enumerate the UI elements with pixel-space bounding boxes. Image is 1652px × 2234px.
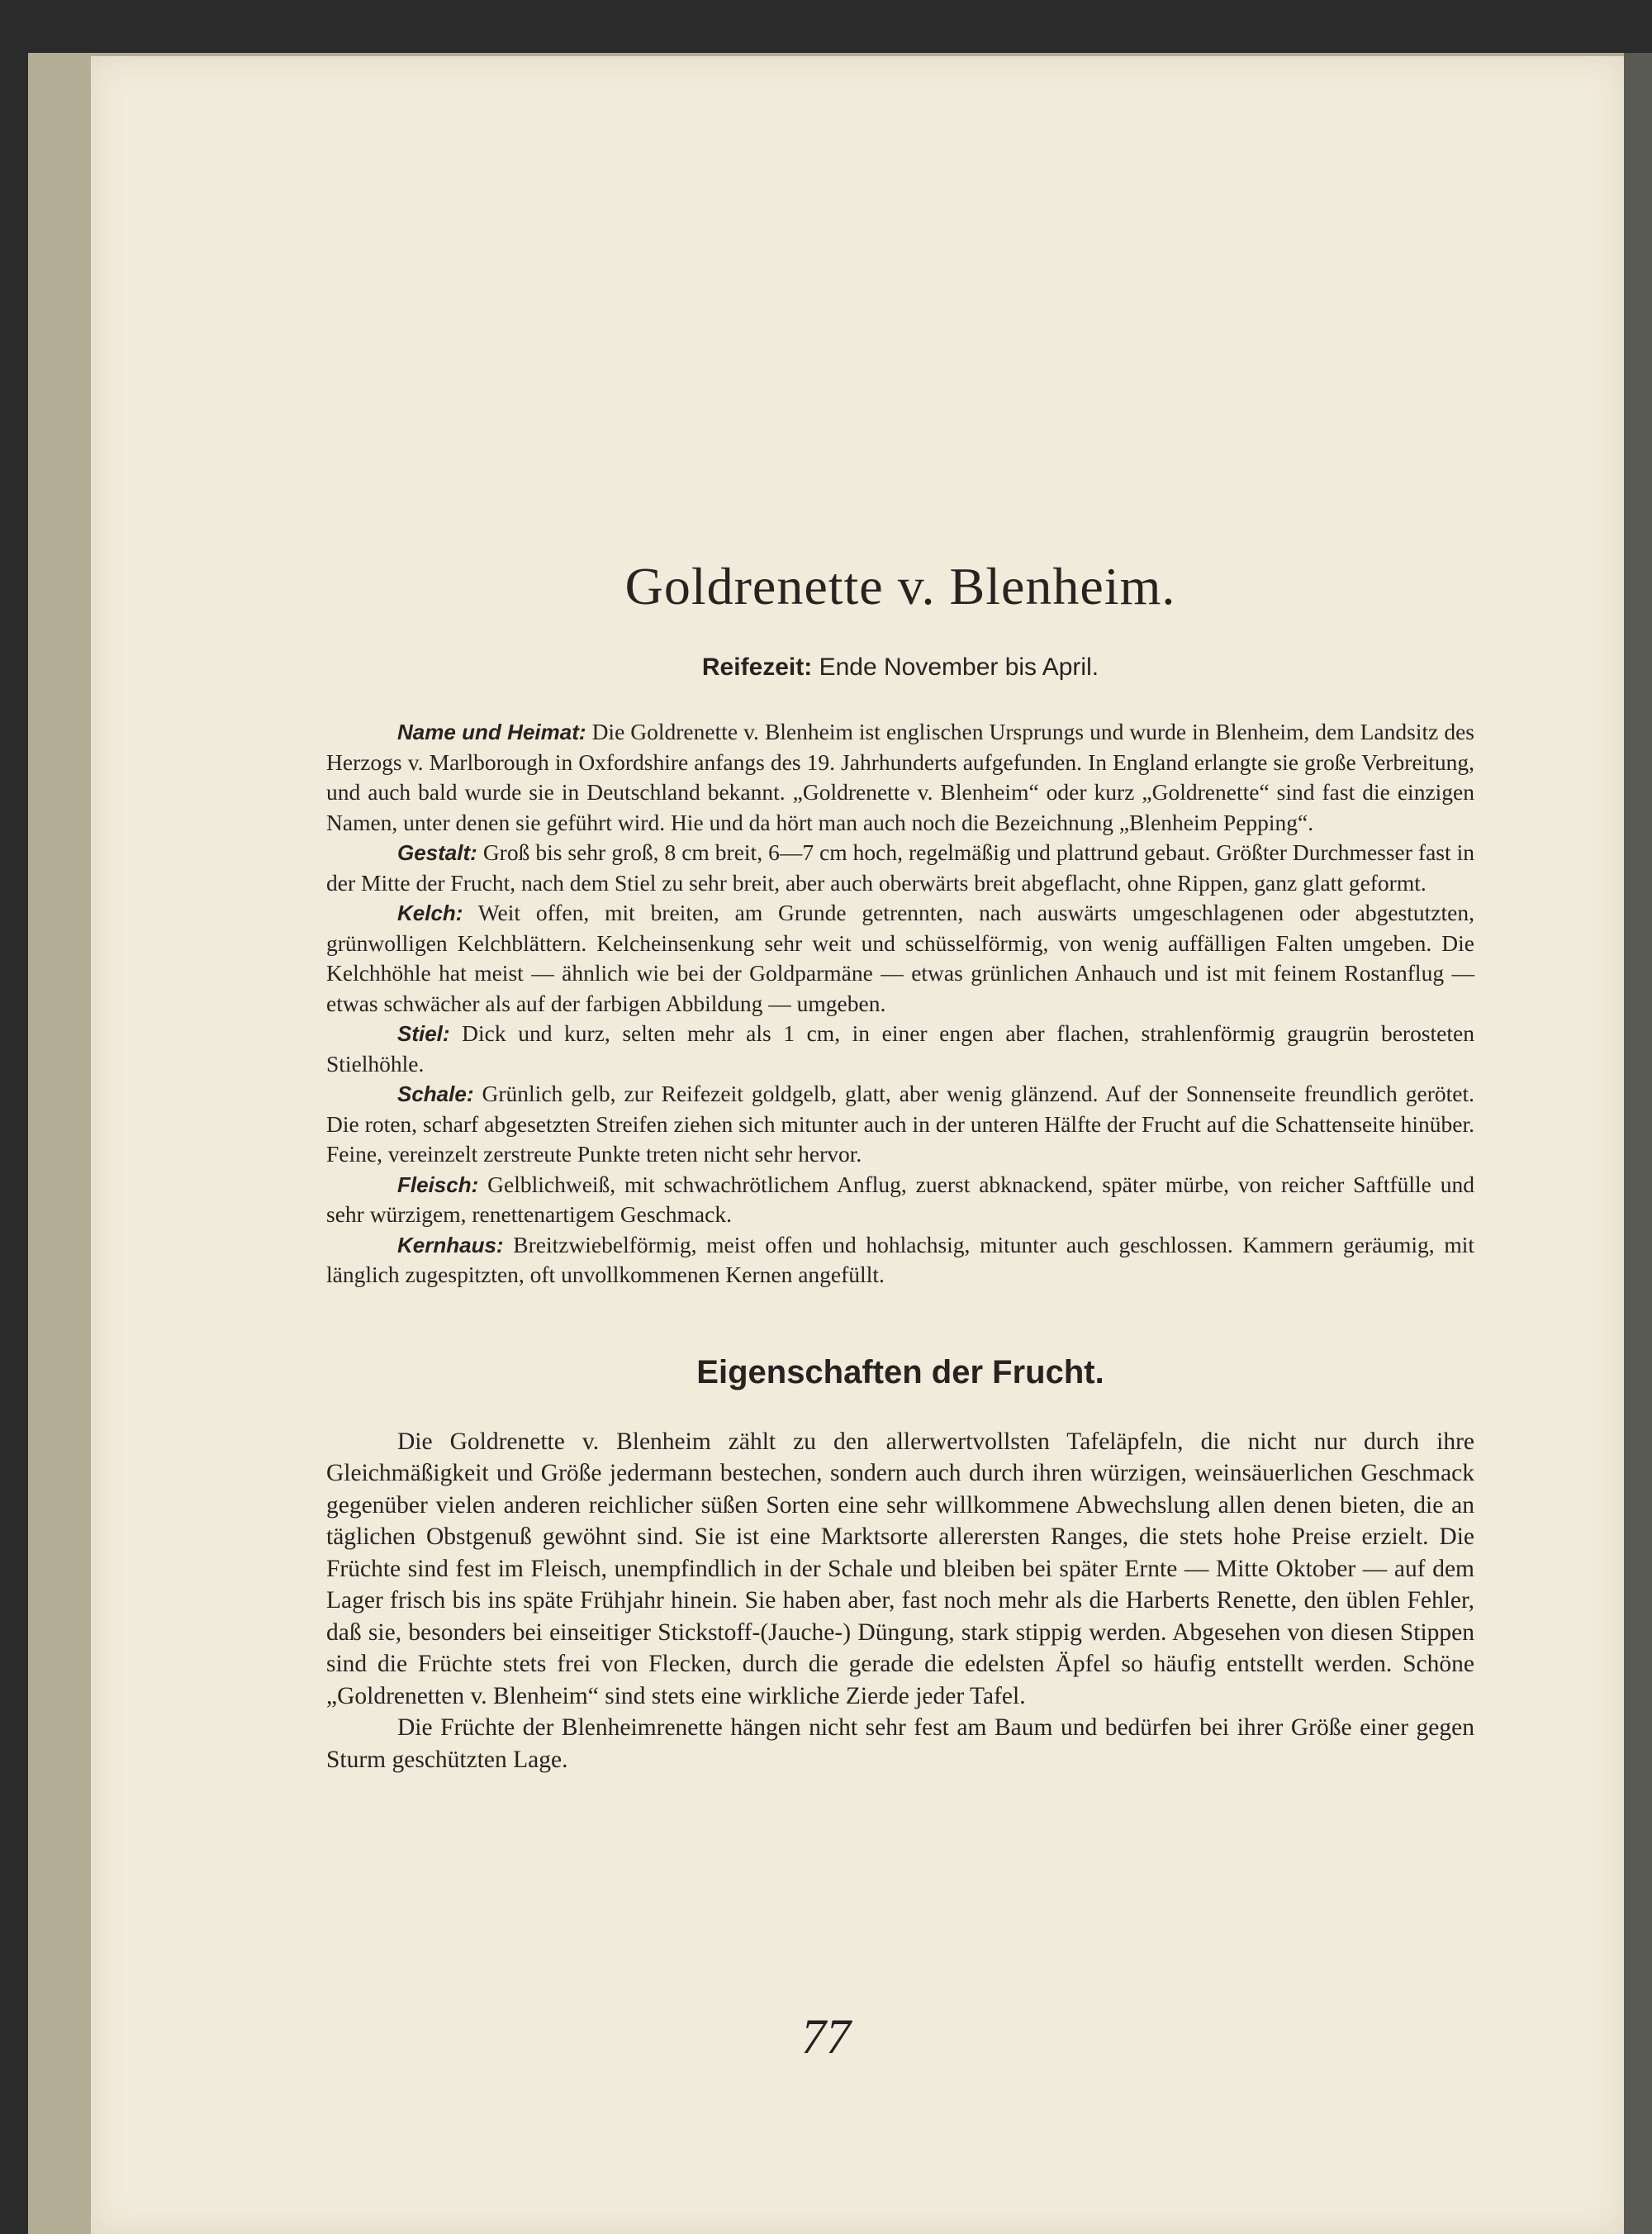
description-paragraph: [326, 1079, 1474, 1170]
description-label: Name und Heimat:: [397, 720, 586, 744]
description-label: Kernhaus:: [397, 1232, 504, 1257]
body-paragraph: Die Früchte der Blenheimrenette hängen nicht sehr fest am Baum und bedürfen bei ihrer Größe einer gegen Sturm geschützten Lage.: [326, 1714, 1474, 1773]
description-paragraph: [326, 1019, 1474, 1079]
description-paragraph: [326, 717, 1474, 838]
description-text: Grünlich gelb, zur Reifezeit goldgelb, glatt, aber wenig glänzend. Auf der Sonnenseite freundlich gerötet. Die roten, scharf abgesetzten Streifen ziehen sich mitunter auch in der unteren Hälfte der Frucht auf die Schattenseite hinüber. Feine, vereinzelt zerstreute Punkte treten nicht sehr hervor.: [326, 1081, 1474, 1167]
description-text: Groß bis sehr groß, 8 cm breit, 6—7 cm hoch, regelmäßig und plattrund gebaut. Größter Durchmesser fast in der Mitte der Frucht, nach dem Stiel zu sehr breit, aber auch oberwärts breit abgeflacht, ohne Rippen, ganz glatt geformt.: [326, 839, 1474, 896]
ripening-time-value: Ende November bis April.: [819, 654, 1099, 681]
description-label: Fleisch:: [397, 1172, 479, 1197]
description-label: Kelch:: [397, 901, 463, 925]
description-label: Schale:: [397, 1081, 474, 1106]
ripening-time: [326, 651, 1474, 684]
page-content: [326, 552, 1474, 1775]
description-label: Stiel:: [397, 1021, 450, 1046]
description-paragraph: [326, 898, 1474, 1019]
description-paragraph: [326, 1230, 1474, 1290]
description-label: Gestalt:: [397, 840, 477, 865]
body-paragraph: Die Goldrenette v. Blenheim zählt zu den allerwertvollsten Tafeläpfeln, die nicht nur durch ihre Gleichmäßigkeit und Größe jedermann bestechen, sondern auch durch ihren würzigen, weinsäuerlichen Geschmack gegenüber vielen anderen reichlicher süßen Sorten eine sehr willkommene Abwechslung allen denen bieten, die an täglichen Obstgenuß gewöhnt sind. Sie ist eine Marktsorte allerersten Ranges, die stets hohe Preise erzielt. Die Früchte sind fest im Fleisch, unempfindlich in der Schale und bleiben bei später Ernte — Mitte Oktober — auf dem Lager frisch bis ins späte Frühjahr hinein. Sie haben aber, fast noch mehr als die Harberts Renette, den üblen Fehler, daß sie, besonders bei einseitiger Stickstoff-(Jauche-) Düngung, stark stippig werden. Abgesehen von diesen Stippen sind die Früchte stets frei von Flecken, durch die gerade die edelsten Äpfel so häufig entstellt werden. Schöne „Goldrenetten v. Blenheim“ sind stets eine wirkliche Zierde jeder Tafel.: [326, 1428, 1474, 1709]
description-text: Weit offen, mit breiten, am Grunde getrennten, nach auswärts umgeschlagenen oder abgestutzten, grünwolligen Kelchblättern. Kelcheinsenkung sehr weit und schüsselförmig, von wenig auffälligen Falten umgeben. Die Kelchhöhle hat meist — ähnlich wie bei der Goldparmäne — etwas grünlichen Anhauch und ist mit feinem Rostanflug — etwas schwächer als auf der farbigen Abbildung — umgeben.: [326, 900, 1474, 1016]
page-number: 77: [801, 2009, 851, 2064]
page-title: Goldrenette v. Blenheim.: [624, 557, 1176, 616]
description-list: [326, 717, 1474, 1290]
description-text: Dick und kurz, selten mehr als 1 cm, in einer engen aber flachen, strahlenförmig graugrün berosteten Stielhöhle.: [326, 1020, 1474, 1077]
description-text: Die Goldrenette v. Blenheim ist englischen Ursprungs und wurde in Blenheim, dem Landsitz des Herzogs v. Marlborough in Oxfordshire anfangs des 19. Jahrhunderts aufgefunden. In England erlangte sie große Verbreitung, und auch bald wurde sie in Deutschland bekannt. „Goldrenette v. Blenheim“ oder kurz „Goldrenette“ sind fast die einzigen Namen, unter denen sie geführt wird. Hie und da hört man auch noch die Bezeichnung „Blenheim Pepping“.: [326, 719, 1474, 835]
page-edge: [1624, 53, 1652, 2234]
ripening-time-label: Reifezeit:: [701, 654, 813, 681]
description-text: Gelblichweiß, mit schwachrötlichem Anflug, zuerst abknackend, später mürbe, von reicher Saftfülle und sehr würzigem, renettenartigem Geschmack.: [326, 1171, 1475, 1227]
description-text: Breitzwiebelförmig, meist offen und hohlachsig, mitunter auch geschlossen. Kammern geräumig, mit länglich zugespitzten, oft unvollkommenen Kernen angefüllt.: [326, 1231, 1474, 1287]
description-paragraph: [326, 1170, 1474, 1230]
section-title: Eigenschaften der Frucht.: [696, 1353, 1104, 1390]
description-paragraph: [326, 838, 1474, 898]
